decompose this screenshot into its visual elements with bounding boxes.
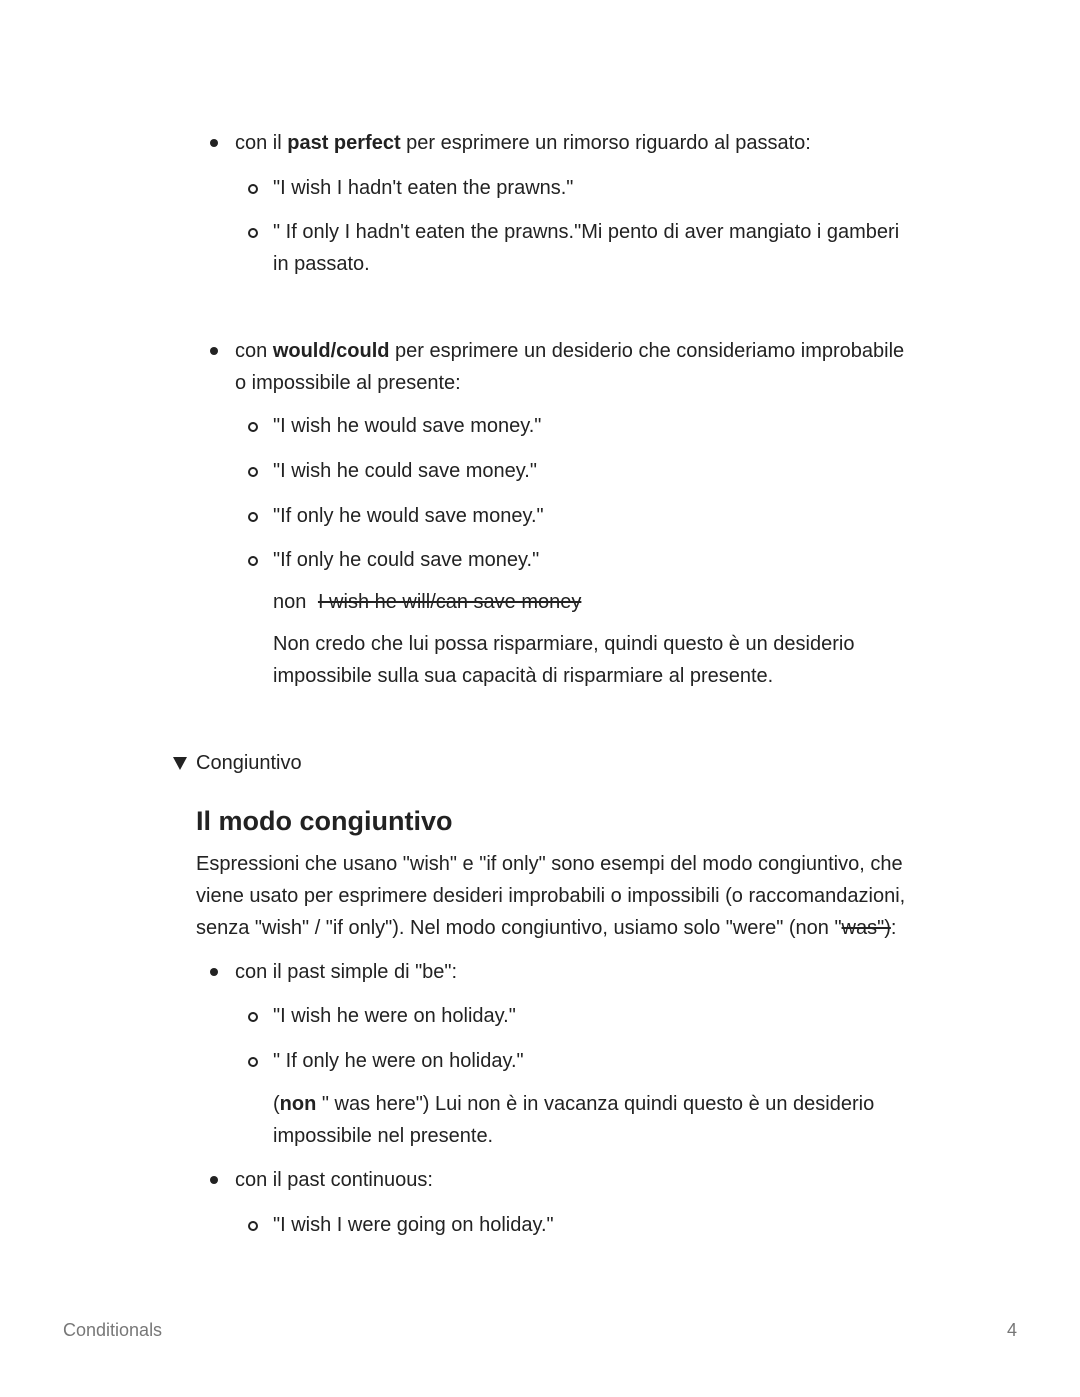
incorrect-example (273, 586, 581, 618)
bullet-dot (210, 1176, 218, 1184)
paragraph-text: : (890, 917, 897, 939)
footer-page-number: 4 (1006, 1320, 1017, 1340)
sub-bullet-ring (248, 1057, 258, 1067)
bullet-text: con (235, 340, 273, 362)
example-line: "I wish he could save money." (273, 460, 537, 482)
bullet-past-continuous: con il past continuous: (235, 1169, 433, 1191)
sub-bullet-ring (248, 1012, 258, 1022)
paragraph-text: senza "wish" / "if only"). Nel modo congiuntivo, usiamo solo "were" (non " (196, 917, 842, 939)
explanation-text: " was here") Lui non è in vacanza quindi questo è un desiderio (316, 1093, 875, 1115)
section-heading: Il modo congiuntivo (196, 806, 453, 836)
explanation-line: impossibile sulla sua capacità di risparmiare al presente. (273, 665, 774, 687)
sub-bullet-ring (248, 184, 258, 194)
struck-example: I wish he will/can save money (317, 591, 582, 613)
paragraph-line (196, 912, 896, 944)
example-line: " If only I hadn't eaten the prawns."Mi pento di aver mangiato i gamberi (273, 221, 900, 243)
bullet-dot (210, 968, 218, 976)
sub-bullet-ring (248, 556, 258, 566)
sub-bullet-ring (248, 1221, 258, 1231)
struck-word: was") (841, 917, 891, 939)
explanation-text: ( (273, 1093, 280, 1115)
bullet-text: con il (235, 132, 288, 154)
example-line: "I wish I hadn't eaten the prawns." (273, 177, 574, 199)
example-line: " If only he were on holiday." (273, 1050, 524, 1072)
bullet-bold-term: would/could (272, 340, 390, 362)
sub-bullet-ring (248, 512, 258, 522)
bullet-bold-term: past perfect (287, 132, 401, 154)
sub-bullet-ring (248, 467, 258, 477)
bullet-dot (210, 347, 218, 355)
bullet-text: per esprimere un desiderio che consideriamo improbabile (389, 340, 905, 362)
sub-bullet-ring (248, 228, 258, 238)
bullet-past-simple-be: con il past simple di "be": (235, 961, 458, 983)
footer-document-title: Conditionals (63, 1320, 163, 1340)
bullet-text: per esprimere un rimorso riguardo al passato: (400, 132, 811, 154)
example-line: "I wish he were on holiday." (273, 1005, 516, 1027)
explanation-line: impossibile nel presente. (273, 1125, 494, 1147)
paragraph-line: viene usato per esprimere desideri improbabili o impossibili (o raccomandazioni, (196, 885, 906, 907)
example-line: "I wish I were going on holiday." (273, 1214, 554, 1236)
sub-bullet-ring (248, 422, 258, 432)
example-line: "If only he could save money." (273, 549, 540, 571)
bullet-would-could (235, 335, 904, 367)
example-line: "If only he would save money." (273, 505, 544, 527)
explanation-line: Non credo che lui possa risparmiare, quindi questo è un desiderio (273, 633, 855, 655)
bullet-past-perfect (235, 127, 811, 159)
bullet-dot (210, 139, 218, 147)
explanation-line (273, 1088, 874, 1120)
example-line: "I wish he would save money." (273, 415, 542, 437)
example-line-continued: in passato. (273, 253, 370, 275)
toggle-triangle-icon[interactable] (173, 757, 187, 770)
paragraph-line: Espressioni che usano "wish" e "if only" sono esempi del modo congiuntivo, che (196, 853, 903, 875)
non-label: non (273, 591, 307, 613)
bullet-continued: o impossibile al presente: (235, 372, 461, 394)
non-bold: non (279, 1093, 317, 1115)
toggle-label-congiuntivo[interactable]: Congiuntivo (196, 752, 302, 774)
